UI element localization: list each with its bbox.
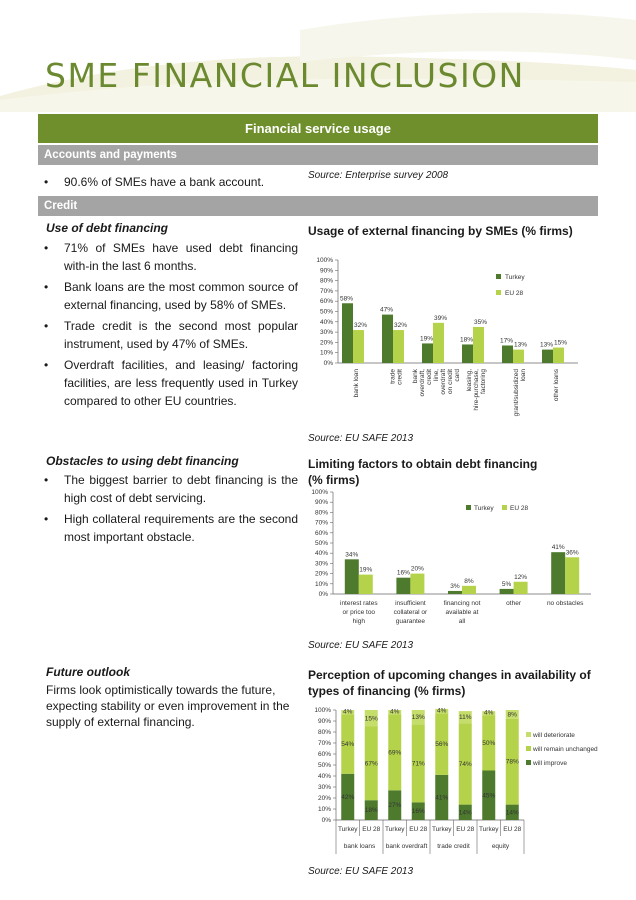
- bar: [448, 591, 462, 594]
- x-tick-label: interest rates: [340, 600, 378, 607]
- chart3-title: Perception of upcoming changes in availability of types of financing (% firms): [308, 668, 591, 698]
- data-label: 18%: [364, 807, 378, 815]
- x-tick-label: overdraft: [440, 369, 447, 395]
- data-label: 19%: [419, 335, 434, 343]
- list-item: • High collateral requirements are the second most important obstacle.: [38, 510, 298, 546]
- data-label: 20%: [410, 565, 424, 573]
- y-tick-label: 30%: [319, 329, 333, 337]
- group-label: bank loans: [343, 843, 376, 850]
- y-tick-label: 10%: [317, 806, 331, 813]
- x-tick-label: EU 28: [503, 826, 522, 833]
- x-tick-label: line,: [433, 369, 440, 381]
- y-tick-label: 0%: [321, 817, 331, 824]
- legend-swatch: [526, 732, 531, 737]
- x-tick-label: grant/subsidized: [513, 369, 520, 417]
- list-item: • Bank loans are the most common source of external financing, used by 58% of SMEs.: [38, 278, 298, 314]
- data-label: 54%: [341, 741, 355, 749]
- data-label: 34%: [345, 551, 359, 559]
- y-tick-label: 90%: [317, 718, 331, 725]
- x-tick-label: available at: [445, 609, 479, 616]
- x-tick-label: card: [454, 369, 461, 382]
- bar: [565, 557, 579, 594]
- x-tick-label: financing not: [443, 600, 481, 607]
- bar: [342, 303, 353, 363]
- y-tick-label: 80%: [319, 277, 333, 285]
- data-label: 14%: [505, 809, 519, 817]
- data-label: 8%: [507, 711, 517, 719]
- data-label: 8%: [464, 577, 474, 585]
- group-label: trade credit: [437, 843, 470, 850]
- data-label: 50%: [482, 740, 496, 747]
- x-tick-label: collateral or: [393, 609, 428, 616]
- legend-swatch: [496, 274, 501, 279]
- x-tick-label: loan: [520, 369, 527, 382]
- data-label: 14%: [458, 809, 472, 817]
- x-tick-label: no obstacles: [546, 600, 584, 607]
- bar: [473, 327, 484, 363]
- y-tick-label: 100%: [314, 707, 331, 714]
- y-tick-label: 50%: [314, 540, 328, 547]
- y-tick-label: 100%: [311, 489, 328, 496]
- data-label: 39%: [433, 314, 448, 322]
- y-tick-label: 80%: [317, 729, 331, 736]
- data-label: 32%: [393, 322, 408, 330]
- y-tick-label: 80%: [314, 509, 328, 517]
- x-tick-label: factoring: [480, 369, 487, 394]
- data-label: 13%: [539, 341, 554, 349]
- data-label: 74%: [458, 760, 472, 768]
- y-tick-label: 50%: [317, 762, 331, 769]
- chart-perception-changes: [300, 702, 600, 862]
- list-item: • 90.6% of SMEs have a bank account.: [38, 173, 298, 191]
- chart-limiting-factors: [300, 486, 600, 636]
- y-tick-label: 50%: [319, 308, 333, 316]
- chart1-source: Source: EU SAFE 2013: [308, 433, 414, 444]
- x-tick-label: Turkey: [431, 826, 452, 833]
- list-item: • Overdraft facilities, and leasing/ factoring facilities, are less frequently used in Turkey compared to other EU countries.: [38, 356, 298, 410]
- x-tick-label: EU 28: [362, 826, 381, 833]
- data-label: 42%: [341, 793, 355, 801]
- x-tick-label: insufficient: [395, 600, 426, 607]
- x-tick-label: credit: [426, 369, 433, 385]
- chart-usage-external-financing: [300, 252, 600, 432]
- data-label: 47%: [379, 306, 394, 314]
- legend-label: will improve: [533, 760, 567, 767]
- y-tick-label: 40%: [314, 550, 328, 558]
- legend-label: EU 28: [505, 290, 524, 297]
- data-label: 13%: [513, 341, 528, 349]
- y-tick-label: 90%: [314, 499, 328, 507]
- data-label: 13%: [411, 714, 425, 722]
- x-tick-label: EU 28: [409, 826, 428, 833]
- data-label: 32%: [353, 322, 368, 330]
- data-label: 45%: [482, 792, 496, 800]
- x-tick-label: trade: [389, 369, 397, 384]
- bar: [514, 582, 528, 594]
- data-label: 4%: [484, 709, 494, 717]
- accounts-source: Source: Enterprise survey 2008: [308, 170, 449, 181]
- chart2-source: Source: EU SAFE 2013: [308, 640, 414, 651]
- data-label: 35%: [473, 318, 488, 326]
- x-tick-label: guarantee: [395, 618, 426, 625]
- data-label: 17%: [499, 337, 514, 345]
- legend-swatch: [526, 760, 531, 765]
- y-tick-label: 0%: [318, 591, 328, 598]
- bar: [542, 350, 553, 363]
- x-tick-label: or price too: [342, 609, 376, 616]
- data-label: 15%: [364, 715, 378, 723]
- legend-swatch: [466, 505, 471, 510]
- bar: [422, 343, 433, 363]
- data-label: 27%: [388, 802, 402, 810]
- section-banner: Financial service usage: [38, 114, 598, 143]
- legend-label: will deteriorate: [533, 732, 575, 739]
- x-tick-label: Turkey: [478, 826, 499, 833]
- y-tick-label: 20%: [317, 795, 331, 802]
- group-label: equity: [491, 843, 510, 850]
- data-label: 78%: [505, 758, 519, 766]
- x-tick-label: Turkey: [384, 826, 405, 833]
- outlook-text: Firms look optimistically towards the future, expecting stability or even improvement in the supply of external financing.: [46, 683, 290, 729]
- x-tick-label: other loans: [553, 369, 560, 402]
- x-tick-label: other: [506, 600, 522, 607]
- legend-label: EU 28: [510, 505, 529, 512]
- bar: [500, 589, 514, 594]
- y-tick-label: 20%: [319, 339, 333, 347]
- bar: [345, 559, 359, 594]
- y-tick-label: 60%: [319, 298, 333, 306]
- y-tick-label: 20%: [314, 570, 328, 578]
- y-tick-label: 90%: [319, 267, 333, 275]
- y-tick-label: 30%: [317, 784, 331, 791]
- bar: [353, 330, 364, 363]
- data-label: 5%: [501, 580, 512, 588]
- bar: [382, 315, 393, 363]
- credit-header: Credit: [38, 196, 598, 216]
- data-label: 15%: [553, 339, 568, 347]
- bar: [393, 330, 404, 363]
- y-tick-label: 10%: [319, 349, 333, 357]
- data-label: 41%: [551, 544, 565, 552]
- x-tick-label: overdraft,: [419, 369, 426, 397]
- y-tick-label: 60%: [317, 751, 331, 758]
- x-tick-label: on credit: [447, 369, 454, 394]
- legend-label: will remain unchanged: [533, 746, 598, 753]
- data-label: 58%: [339, 295, 354, 303]
- outlook-subhead: Future outlook: [46, 665, 130, 679]
- data-label: 12%: [514, 573, 528, 581]
- x-tick-label: high: [352, 618, 365, 625]
- bar: [359, 575, 373, 594]
- data-label: 4%: [437, 707, 447, 715]
- credit-bullets: [38, 239, 298, 413]
- chart1-title: Usage of external financing by SMEs (% firms): [308, 224, 573, 238]
- chart3-source: Source: EU SAFE 2013: [308, 866, 414, 877]
- legend-swatch: [502, 505, 507, 510]
- bar: [462, 344, 473, 363]
- data-label: 67%: [364, 760, 378, 768]
- x-tick-label: hire-purchase,: [473, 369, 480, 411]
- x-tick-label: bank loan: [353, 369, 360, 398]
- y-tick-label: 10%: [314, 580, 328, 588]
- x-tick-label: EU 28: [456, 826, 475, 833]
- y-tick-label: 70%: [314, 519, 328, 527]
- page-title: SME FINANCIAL INCLUSION: [45, 56, 525, 95]
- y-tick-label: 0%: [323, 360, 333, 367]
- y-tick-label: 70%: [319, 287, 333, 295]
- data-label: 69%: [388, 749, 402, 757]
- data-label: 3%: [450, 582, 460, 590]
- legend-swatch: [526, 746, 531, 751]
- y-tick-label: 40%: [317, 773, 331, 780]
- legend-swatch: [496, 290, 501, 295]
- accounts-header: Accounts and payments: [38, 145, 598, 165]
- bar: [513, 350, 524, 363]
- x-tick-label: all: [458, 618, 466, 625]
- x-tick-label: leasing,: [466, 369, 473, 392]
- bar: [396, 578, 410, 594]
- obstacles-bullets: [38, 471, 298, 549]
- y-tick-label: 100%: [316, 257, 333, 264]
- bar: [433, 323, 444, 363]
- x-tick-label: Turkey: [337, 826, 358, 833]
- y-tick-label: 60%: [314, 529, 328, 537]
- data-label: 11%: [458, 714, 472, 722]
- obstacles-subhead: Obstacles to using debt financing: [46, 454, 239, 468]
- data-label: 36%: [565, 549, 579, 557]
- data-label: 19%: [359, 566, 373, 574]
- chart2-title: Limiting factors to obtain debt financing (% firms): [308, 457, 538, 487]
- bar: [410, 574, 424, 594]
- bar: [462, 586, 476, 594]
- list-item: • The biggest barrier to debt financing is the high cost of debt servicing.: [38, 471, 298, 507]
- credit-subhead: Use of debt financing: [46, 221, 169, 235]
- data-label: 4%: [343, 708, 353, 716]
- legend-label: Turkey: [474, 505, 494, 512]
- accounts-bullets: [38, 173, 298, 194]
- data-label: 4%: [390, 708, 400, 716]
- x-tick-label: credit: [396, 369, 404, 385]
- group-label: bank overdraft: [385, 843, 428, 850]
- data-label: 56%: [435, 741, 449, 749]
- y-tick-label: 30%: [314, 560, 328, 568]
- bar: [553, 348, 564, 363]
- bar: [502, 345, 513, 363]
- data-label: 18%: [459, 336, 474, 344]
- data-label: 41%: [435, 794, 449, 802]
- data-label: 71%: [411, 760, 425, 768]
- list-item: • 71% of SMEs have used debt financing with-in the last 6 months.: [38, 239, 298, 275]
- legend-label: Turkey: [505, 274, 525, 281]
- bar: [551, 552, 565, 594]
- data-label: 16%: [396, 569, 410, 577]
- y-tick-label: 70%: [317, 740, 331, 747]
- x-tick-label: bank: [412, 369, 419, 384]
- y-tick-label: 40%: [319, 318, 333, 326]
- list-item: • Trade credit is the second most popular instrument, used by 47% of SMEs.: [38, 317, 298, 353]
- data-label: 16%: [411, 808, 425, 816]
